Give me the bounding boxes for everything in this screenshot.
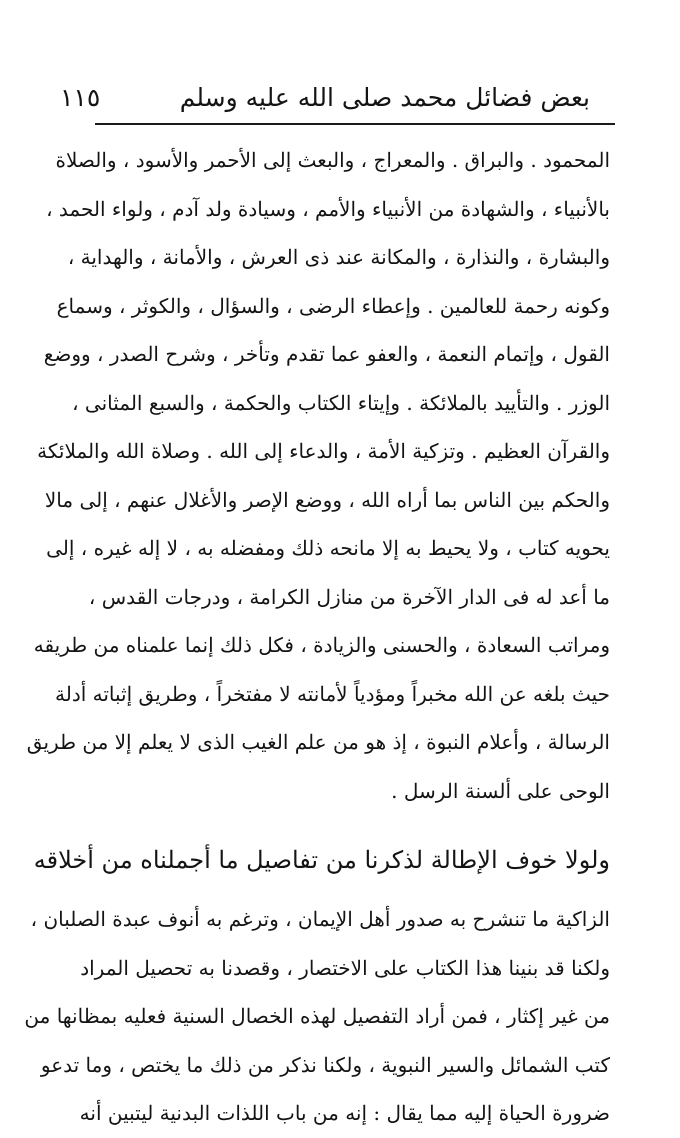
paragraph-1 [26, 136, 610, 815]
text-line: حيث بلغه عن الله مخبراً ومؤدياً لأمانته لا مفتخراً ، وطريق إثباته أدلة [55, 681, 610, 706]
text-line: الزاكية ما تنشرح به صدور أهل الإيمان ، وترغم به أنوف عبدة الصلبان ، [30, 907, 610, 931]
text-line: من غير إكثار ، فمن أراد التفصيل لهذه الخصال السنية فعليه بمظانها من [24, 1004, 610, 1028]
text-line: القول ، وإتمام النعمة ، والعفو عما تقدم وتأخر ، وشرح الصدر ، ووضع [43, 342, 610, 366]
text-line: والحكم بين الناس بما أراه الله ، ووضع الإصر والأغلال عنهم ، إلى مالا [44, 487, 610, 512]
running-header [60, 78, 590, 118]
paragraph-gap [95, 815, 610, 825]
text-line: كتب الشمائل والسير النبوية ، ولكنا نذكر من ذلك ما يختص ، وما تدعو [40, 1052, 610, 1077]
text-line: الوزر . والتأييد بالملائكة . وإيتاء الكتاب والحكمة ، والسبع المثانى ، [72, 390, 610, 415]
text-line: ومراتب السعادة ، والحسنى والزيادة ، فكل ذلك إنما علمناه من طريقه [33, 633, 610, 657]
text-line: ضرورة الحياة إليه مما يقال : إنه من باب اللذات البدنية ليتبين أنه [79, 1101, 610, 1125]
text-line: والقرآن العظيم . وتزكية الأمة ، والدعاء إلى الله . وصلاة الله والملائكة [37, 439, 610, 463]
paragraph-lead-line: ولولا خوف الإطالة لذكرنا من تفاصيل ما أجملناه من أخلاقه [33, 846, 610, 874]
text-line: بالأنبياء ، والشهادة من الأنبياء والأمم ، وسيادة ولد آدم ، ولواء الحمد ، [46, 196, 610, 221]
text-line: يحويه كتاب ، ولا يحيط به إلا مانحه ذلك ومفضله به ، لا إله غيره ، إلى [46, 536, 610, 560]
text-line: وكونه رحمة للعالمين . وإعطاء الرضى ، والسؤال ، والكوثر ، وسماع [56, 293, 610, 318]
text-line: المحمود . والبراق . والمعراج ، والبعث إلى الأحمر والأسود ، والصلاة [55, 148, 610, 172]
text-line: ما أعد له فى الدار الآخرة من منازل الكرامة ، ودرجات القدس ، [88, 584, 610, 609]
text-line: الرسالة ، وأعلام النبوة ، إذ هو من علم الغيب الذى لا يعلم إلا من طريق [26, 730, 610, 754]
page-number: ١١٥ [60, 83, 101, 112]
header-rule [95, 123, 615, 125]
text-line: الوحى على ألسنة الرسل . [391, 778, 610, 803]
paragraph-2 [24, 825, 610, 1138]
text-line: والبشارة ، والنذارة ، والمكانة عند ذى العرش ، والأمانة ، والهداية ، [67, 245, 610, 269]
body-text [24, 136, 610, 1138]
text-line: ولكنا قد بنينا هذا الكتاب على الاختصار ، وقصدنا به تحصيل المراد [80, 955, 610, 980]
header-title: بعض فضائل محمد صلى الله عليه وسلم [179, 83, 590, 112]
